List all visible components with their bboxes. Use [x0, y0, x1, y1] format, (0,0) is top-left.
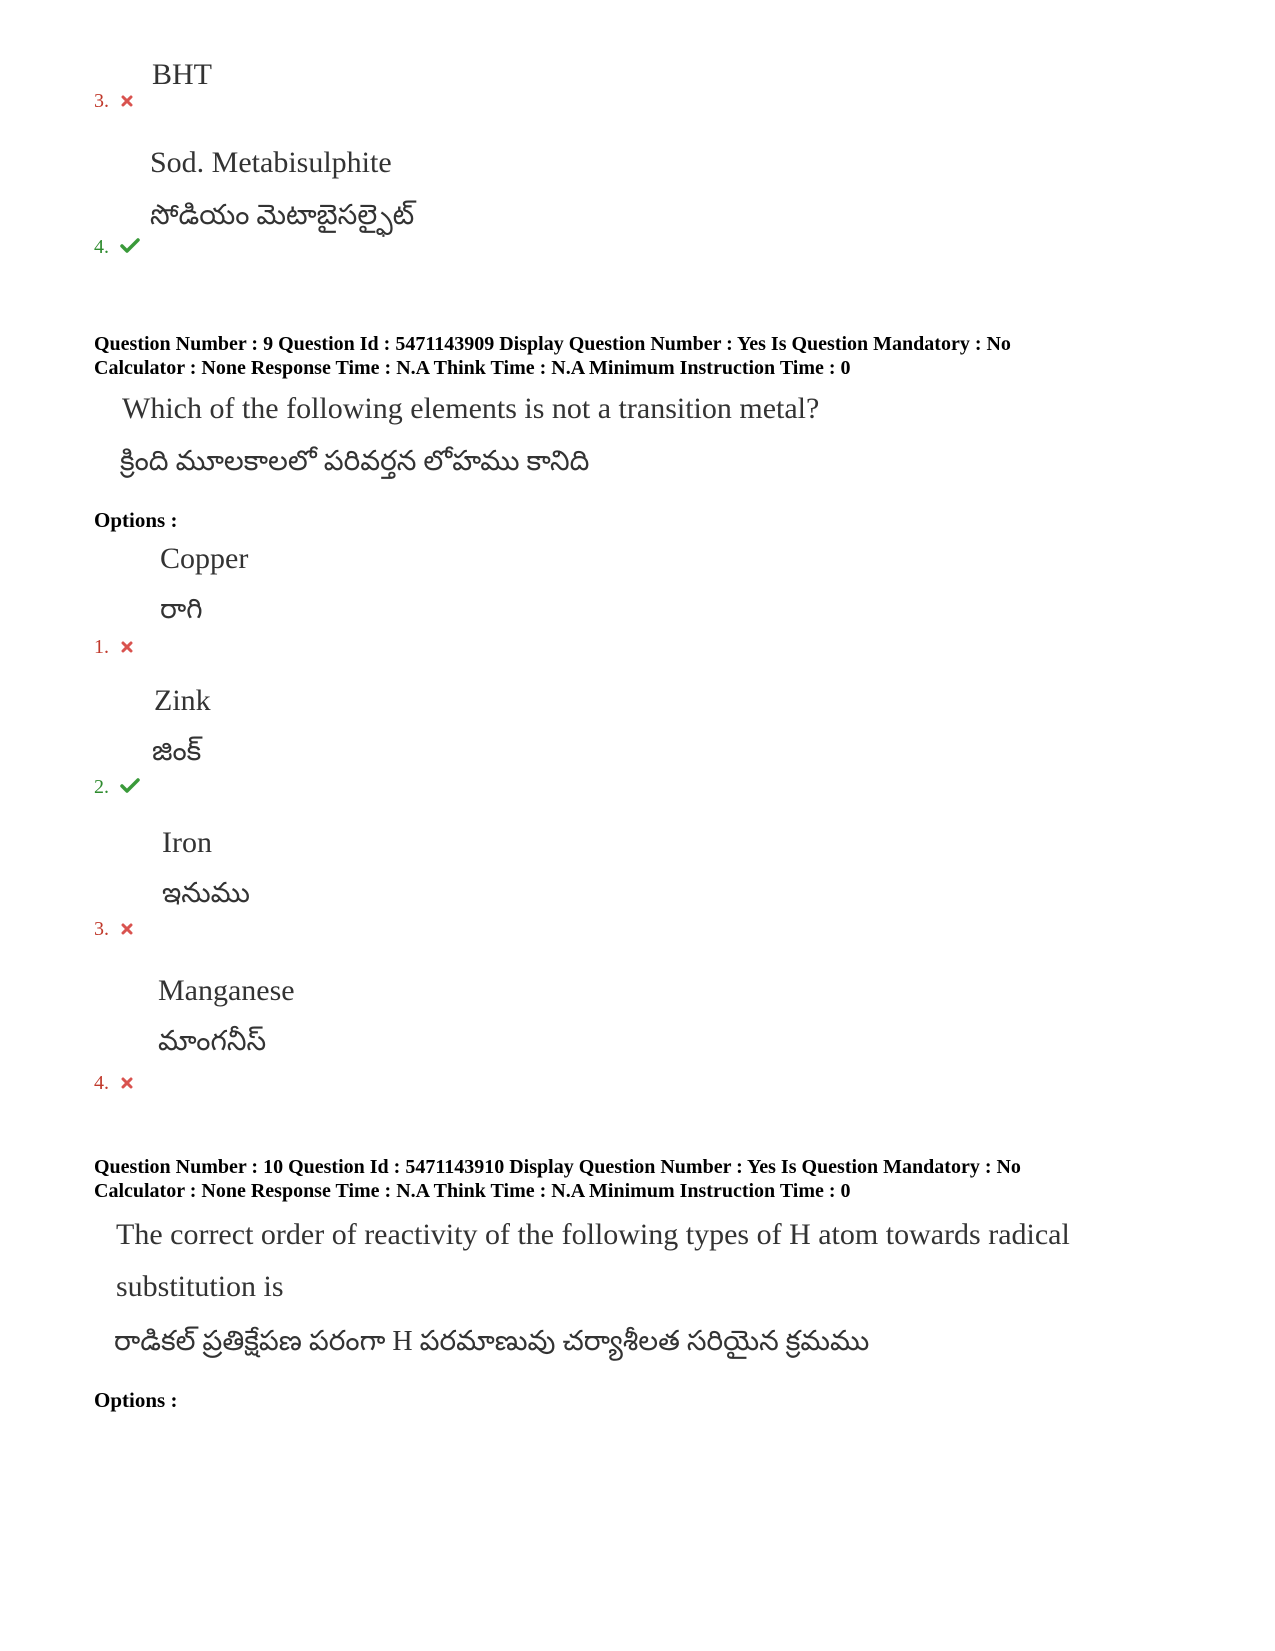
option-4-english: Manganese [158, 974, 295, 1007]
option-4-number [94, 1072, 134, 1096]
question-10-text-telugu: రాడికల్ ప్రతిక్షేపణ పరంగా H పరమాణువు చర్యాశీలత సరియైన క్రమము [114, 1326, 870, 1357]
question-10-text-english-line1: The correct order of reactivity of the following types of H atom towards radical [116, 1218, 1070, 1251]
option-2-english: Zink [154, 684, 211, 717]
question-10-text-english-line2: substitution is [116, 1270, 284, 1303]
question-9-text-telugu: క్రింది మూలకాలలో పరివర్తన లోహము కానిది [120, 446, 590, 477]
option-number: 3. [94, 918, 109, 940]
option-2-telugu: జింక్ [152, 736, 202, 767]
option-4-number [94, 236, 140, 260]
option-number: 3. [94, 90, 109, 112]
options-label: Options : [94, 508, 178, 532]
question-meta-line2: Calculator : None Response Time : N.A Think Time : N.A Minimum Instruction Time : 0 [94, 357, 851, 379]
option-1-number [94, 636, 134, 660]
option-3-telugu: ఇనుము [162, 878, 250, 909]
option-3-number [94, 90, 134, 114]
question-meta-line1: Question Number : 10 Question Id : 5471143910 Display Question Number : Yes Is Question Mandatory : No [94, 1156, 1021, 1178]
question-10-meta [94, 1155, 1021, 1203]
option-1-telugu: రాగి [160, 594, 203, 625]
option-4-telugu: మాంగనీస్ [158, 1026, 267, 1057]
check-icon [120, 237, 140, 260]
question-9-text-english: Which of the following elements is not a transition metal? [122, 392, 820, 425]
option-4-english: Sod. Metabisulphite [150, 146, 392, 179]
option-number: 1. [94, 636, 109, 658]
option-1-english: Copper [160, 542, 249, 575]
options-label: Options : [94, 1388, 178, 1412]
option-number: 2. [94, 776, 109, 798]
option-4-telugu: సోడియం మెటాబైసల్ఫైట్ [150, 200, 415, 231]
cross-icon [120, 91, 134, 114]
question-meta-line2: Calculator : None Response Time : N.A Think Time : N.A Minimum Instruction Time : 0 [94, 1180, 851, 1202]
option-number: 4. [94, 1072, 109, 1094]
option-2-number [94, 776, 140, 800]
question-meta-line1: Question Number : 9 Question Id : 5471143909 Display Question Number : Yes Is Question Mandatory : No [94, 333, 1011, 355]
option-3-english: Iron [162, 826, 212, 859]
option-3-number [94, 918, 134, 942]
check-icon [120, 777, 140, 800]
option-number: 4. [94, 236, 109, 258]
cross-icon [120, 919, 134, 942]
question-9-meta [94, 332, 1011, 380]
cross-icon [120, 1073, 134, 1096]
option-3-english: BHT [152, 58, 212, 91]
cross-icon [120, 637, 134, 660]
